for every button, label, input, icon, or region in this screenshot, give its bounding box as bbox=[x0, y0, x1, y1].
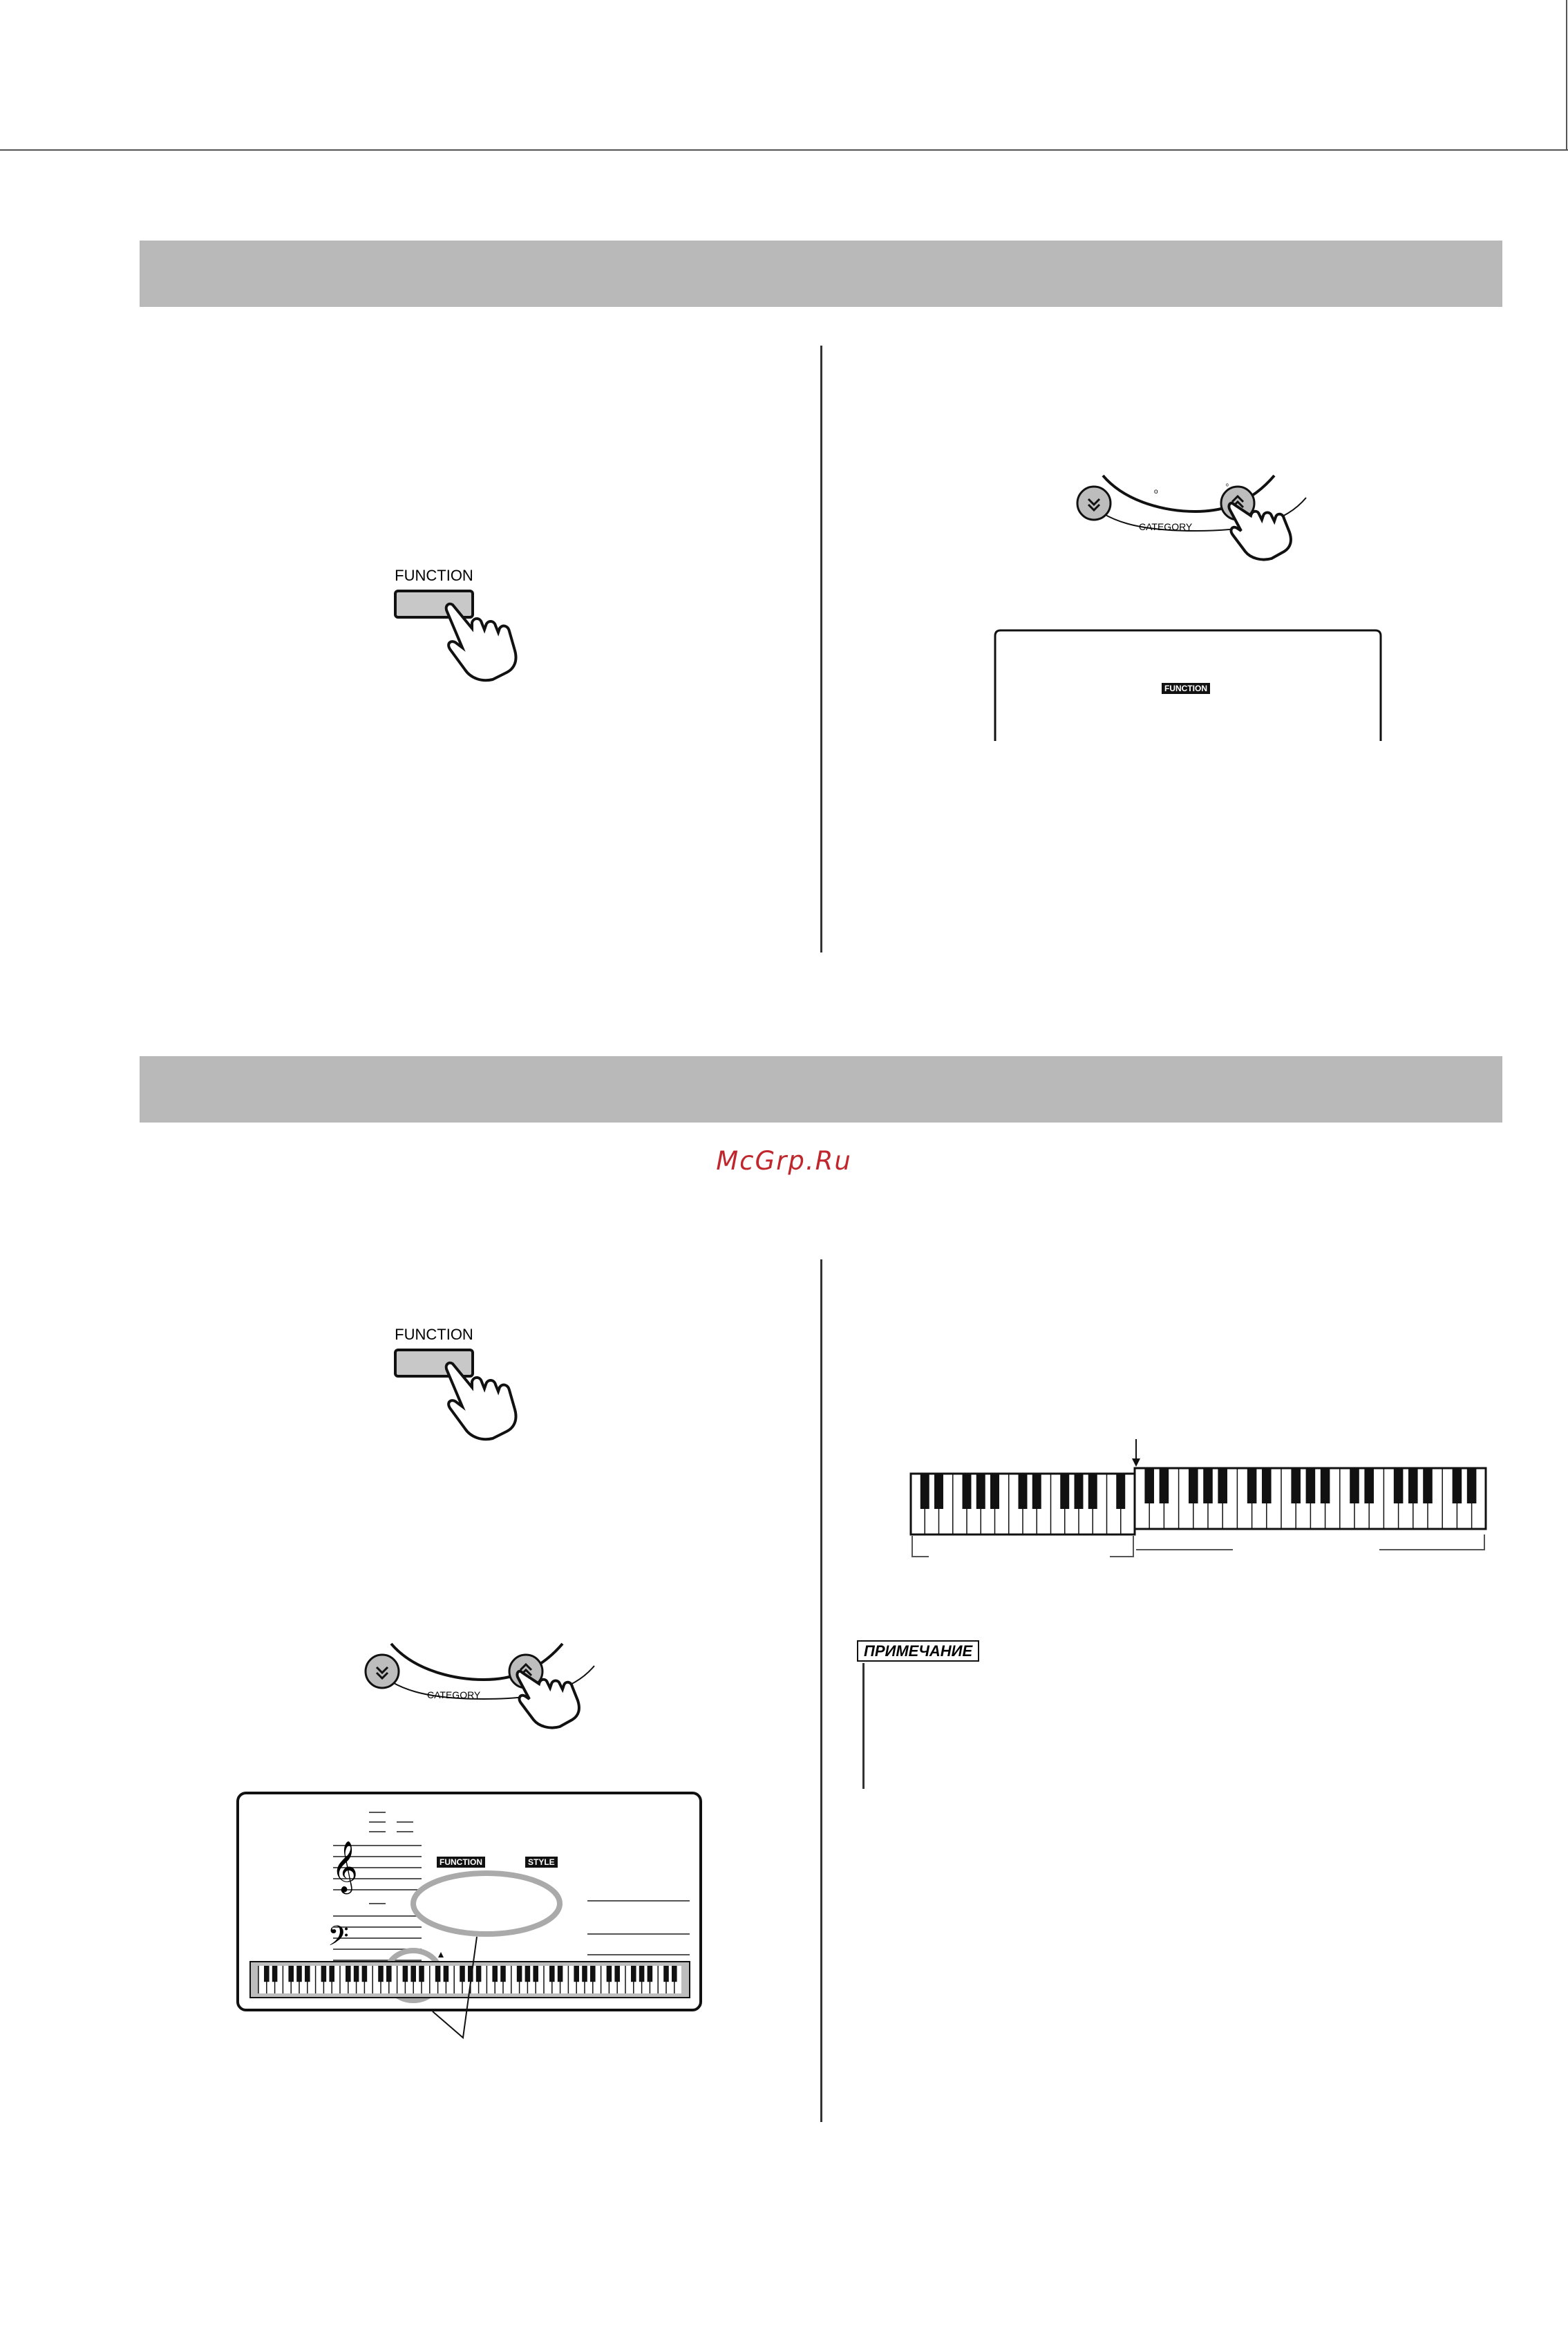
svg-text:o: o bbox=[1154, 488, 1158, 496]
pressing-hand-icon bbox=[437, 1357, 520, 1443]
function-button-label-2: FUNCTION bbox=[395, 1326, 473, 1343]
category-label-2: CATEGORY bbox=[427, 1689, 481, 1700]
svg-text:ᵒ: ᵒ bbox=[1226, 482, 1229, 490]
lcd-fragment-1 bbox=[994, 629, 1382, 741]
keyboard-diagram bbox=[905, 1438, 1491, 1569]
section-1-header-band bbox=[140, 241, 1502, 307]
function-button-figure-2 bbox=[379, 1326, 489, 1344]
section-2-header-band bbox=[140, 1056, 1502, 1123]
pressing-hand-icon bbox=[437, 598, 520, 684]
note-rule bbox=[862, 1663, 865, 1789]
note-box bbox=[857, 1642, 979, 1660]
callout-lines bbox=[415, 1935, 498, 2046]
category-buttons-figure-2 bbox=[352, 1638, 601, 1776]
lcd-function-indicator: FUNCTION bbox=[1162, 683, 1210, 694]
svg-text:𝄞: 𝄞 bbox=[332, 1841, 358, 1891]
category-label: CATEGORY bbox=[1139, 521, 1193, 532]
note-label: ПРИМЕЧАНИЕ bbox=[857, 1640, 979, 1662]
svg-text:𝄢: 𝄢 bbox=[328, 1922, 349, 1958]
category-dial-icon bbox=[352, 1638, 601, 1776]
page-top-rule bbox=[0, 149, 1568, 151]
split-point-keyboard bbox=[905, 1438, 1491, 1569]
function-button-label: FUNCTION bbox=[395, 567, 473, 584]
category-buttons-figure-1 bbox=[1064, 456, 1313, 594]
function-button-figure-1 bbox=[379, 567, 489, 585]
section-2-column-divider bbox=[820, 1259, 822, 2122]
section-1-column-divider bbox=[820, 346, 822, 952]
page-right-rule bbox=[1566, 0, 1567, 149]
lcd-function-indicator-2: FUNCTION bbox=[437, 1857, 485, 1868]
lcd-style-indicator: STYLE bbox=[525, 1857, 558, 1868]
watermark: McGrp.Ru bbox=[716, 1146, 852, 1176]
